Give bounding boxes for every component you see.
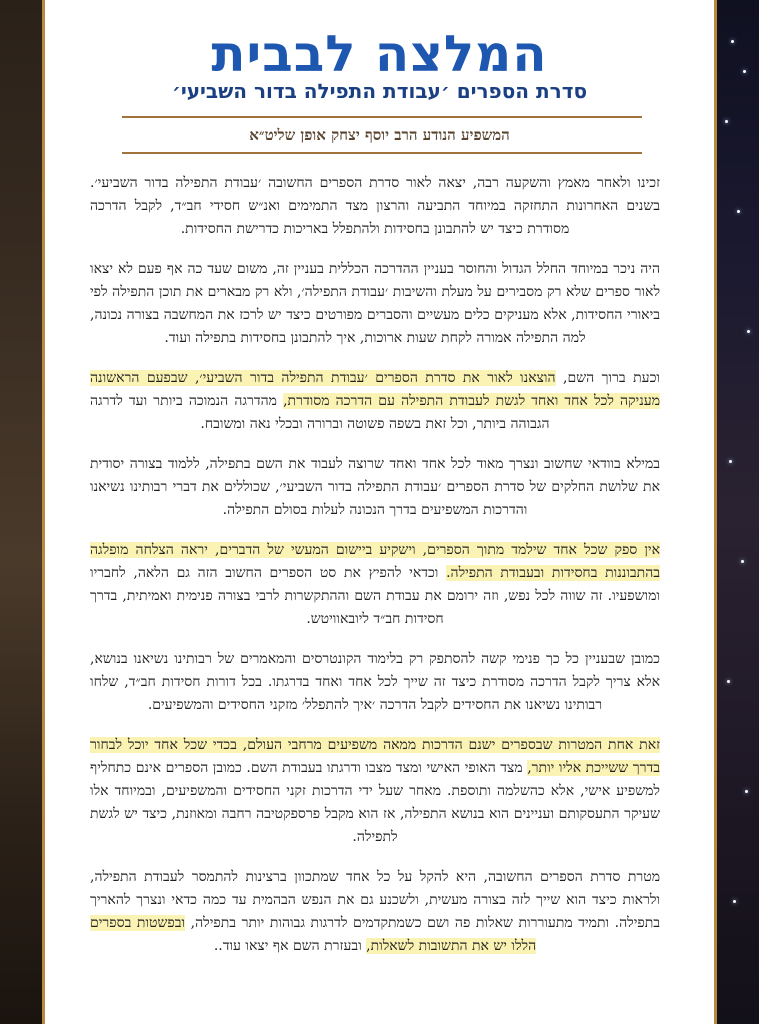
- paragraph-2: היה ניכר במיוחד החלל הגדול והחוסר בעניין ההדרכה הכללית בעניין זה, משום שעד כה אף פעם לא יצאו לאור ספרים שלא רק מסבירים על מעלת והשיבות ׳עבודת התפילה׳, ולא רק מבארים את תוכן התפילה לפי ביאורי החסידות, אלא מעניקים כלים מעשיים והסברים מפורטים כיצד יש לרכז את המחשבה בצורה נכונה, למה התפילה אמורה לקחת שעות ארוכות, איך להתבונן בחסידות בתפילה ועוד.: [90, 261, 660, 346]
- paragraph-5-text-b: וכדאי להפיץ את סט הספרים החשוב הזה גם הלאה, לחבריו ומושפעיו. זה שווה לכל נפש, וזה ירומם את עבודת השם וההתקשרות לרבי בצורה פנימית ואמיתית, בדרך חסידות חב״ד ליובאוויטש.: [90, 565, 660, 627]
- paragraph-8-text-b: ובעזרת השם אף יצאו עוד..: [213, 938, 367, 954]
- paragraph-4: במילא בוודאי שחשוב ונצרך מאוד לכל אחד ואחד שרוצה לעבוד את השם בתפילה, ללמוד בצורה יסודית את שלושת החלקים של סדרת הספרים ׳עבודת התפילה בדור השביעי׳, שכוללים את דברי רבותינו נשיאנו והדרכות המשפיעים בדרך הנכונה לעלות בסולם התפילה.: [90, 456, 660, 518]
- left-border-line: [42, 0, 45, 1024]
- paragraph-3-text-a: וכעת ברוך השם,: [555, 370, 660, 386]
- background-left-image: [0, 0, 42, 1024]
- paragraph-6: כמובן שבעניין כל כך פנימי קשה להסתפק רק בלימוד הקונטרסים והמאמרים של רבותינו נשיאנו בנושא, אלא צריך לקבל הדרכה מסודרת כיצד זה שייך לכל אחד ואחד בדרגתו. בכל דורות חסידות חב״ד, שלחו רבותינו נשיאנו את החסידים לקבל הדרכה ׳איך להתפלל׳ מזקני החסידים והמשפיעים.: [90, 651, 660, 713]
- paragraph-8-highlight: ובפשטות בספרים הללו יש את התשובות לשאלות,: [90, 915, 537, 954]
- paragraph-3-text-b: מהדרגה הנמוכה ביותר ועד לדרגה הגבוהה ביותר, וכל זאת בשפה פשוטה וברורה ובכלי נאה ומשובח.: [90, 393, 550, 432]
- background-right-starfield: [717, 0, 759, 1024]
- paragraph-1: זכינו ולאחר מאמץ והשקעה רבה, יצאה לאור סדרת הספרים החשובה ׳עבודת התפילה בדור השביעי׳. בשנים האחרונות התחזקה במיוחד התביעה והרצון מצד התמימים ואנ״ש חסידי חב״ד, לקבל הדרכה מסודרת כיצד יש להתבונן בחסידות ולהתפלל באריכות כדרישת החסידות.: [90, 175, 660, 237]
- right-border-line: [714, 0, 717, 1024]
- page-title: המלצה לבבית: [211, 25, 548, 83]
- paragraph-7-text-b: מצד האופי האישי ומצד מצבו ודרגתו בעבודת השם. כמובן הספרים אינם כתחליף למשפיע אישי, אלא כהשלמה ותוספת. מאחר שעל ידי הדרכות זקני החסידים והמשפיעים, ובמיוחד אלו שעיקר התעסקותם ועניינים הוא בנושא התפילה, אז הוא מקבל פרספקטיבה רחבה ומאוזנת, כיצד יש לגשת לתפילה.: [90, 760, 661, 845]
- paragraph-7: [90, 734, 660, 849]
- paragraph-8-text-a: מטרת סדרת הספרים החשובה, היא להקל על כל אחד שמתכוון ברצינות להתמסר לעבודת התפילה, ולראות כיצד הוא שייך לזה בצורה מעשית, ולשכנע גם את הנפש הבהמית עד כמה כדאי ונצרך להאריך בתפילה. ותמיד מתעוררות שאלות פה ושם כשמתקדמים לדרגות גבוהות יותר בתפילה,: [90, 869, 661, 931]
- divider-bottom: [122, 152, 642, 154]
- paragraph-5: [90, 539, 660, 631]
- recommendation-panel: [42, 0, 717, 1024]
- author-byline: המשפיע הנודע הרב יוסף יצחק אופן שליט״א: [249, 126, 510, 144]
- series-subtitle: סדרת הספרים ׳עבודת התפילה בדור השביעי׳: [171, 79, 588, 103]
- paragraph-3: [90, 367, 660, 436]
- paragraph-7-highlight: זאת אחת המטרות שבספרים ישנם הדרכות ממאה משפיעים מרחבי העולם, בכדי שכל אחד יוכל לבחור בדרך ששייכת אליו יותר,: [90, 737, 661, 776]
- divider-top: [122, 116, 642, 118]
- paragraph-3-highlight: הוצאנו לאור את סדרת הספרים ׳עבודת התפילה בדור השביעי׳, שבפעם הראשונה מעניקה לכל אחד ואחד לגשת לעבודת התפילה עם הדרכה מסודרת,: [90, 370, 660, 409]
- paragraph-5-highlight: אין ספק שכל אחד שילמד מתוך הספרים, וישקיע ביישום המעשי של הדברים, יראה הצלחה מופלגה בהתבוננות בחסידות ובעבודת התפילה.: [90, 542, 661, 581]
- paragraph-8: [90, 866, 660, 958]
- letter-body: [90, 172, 660, 975]
